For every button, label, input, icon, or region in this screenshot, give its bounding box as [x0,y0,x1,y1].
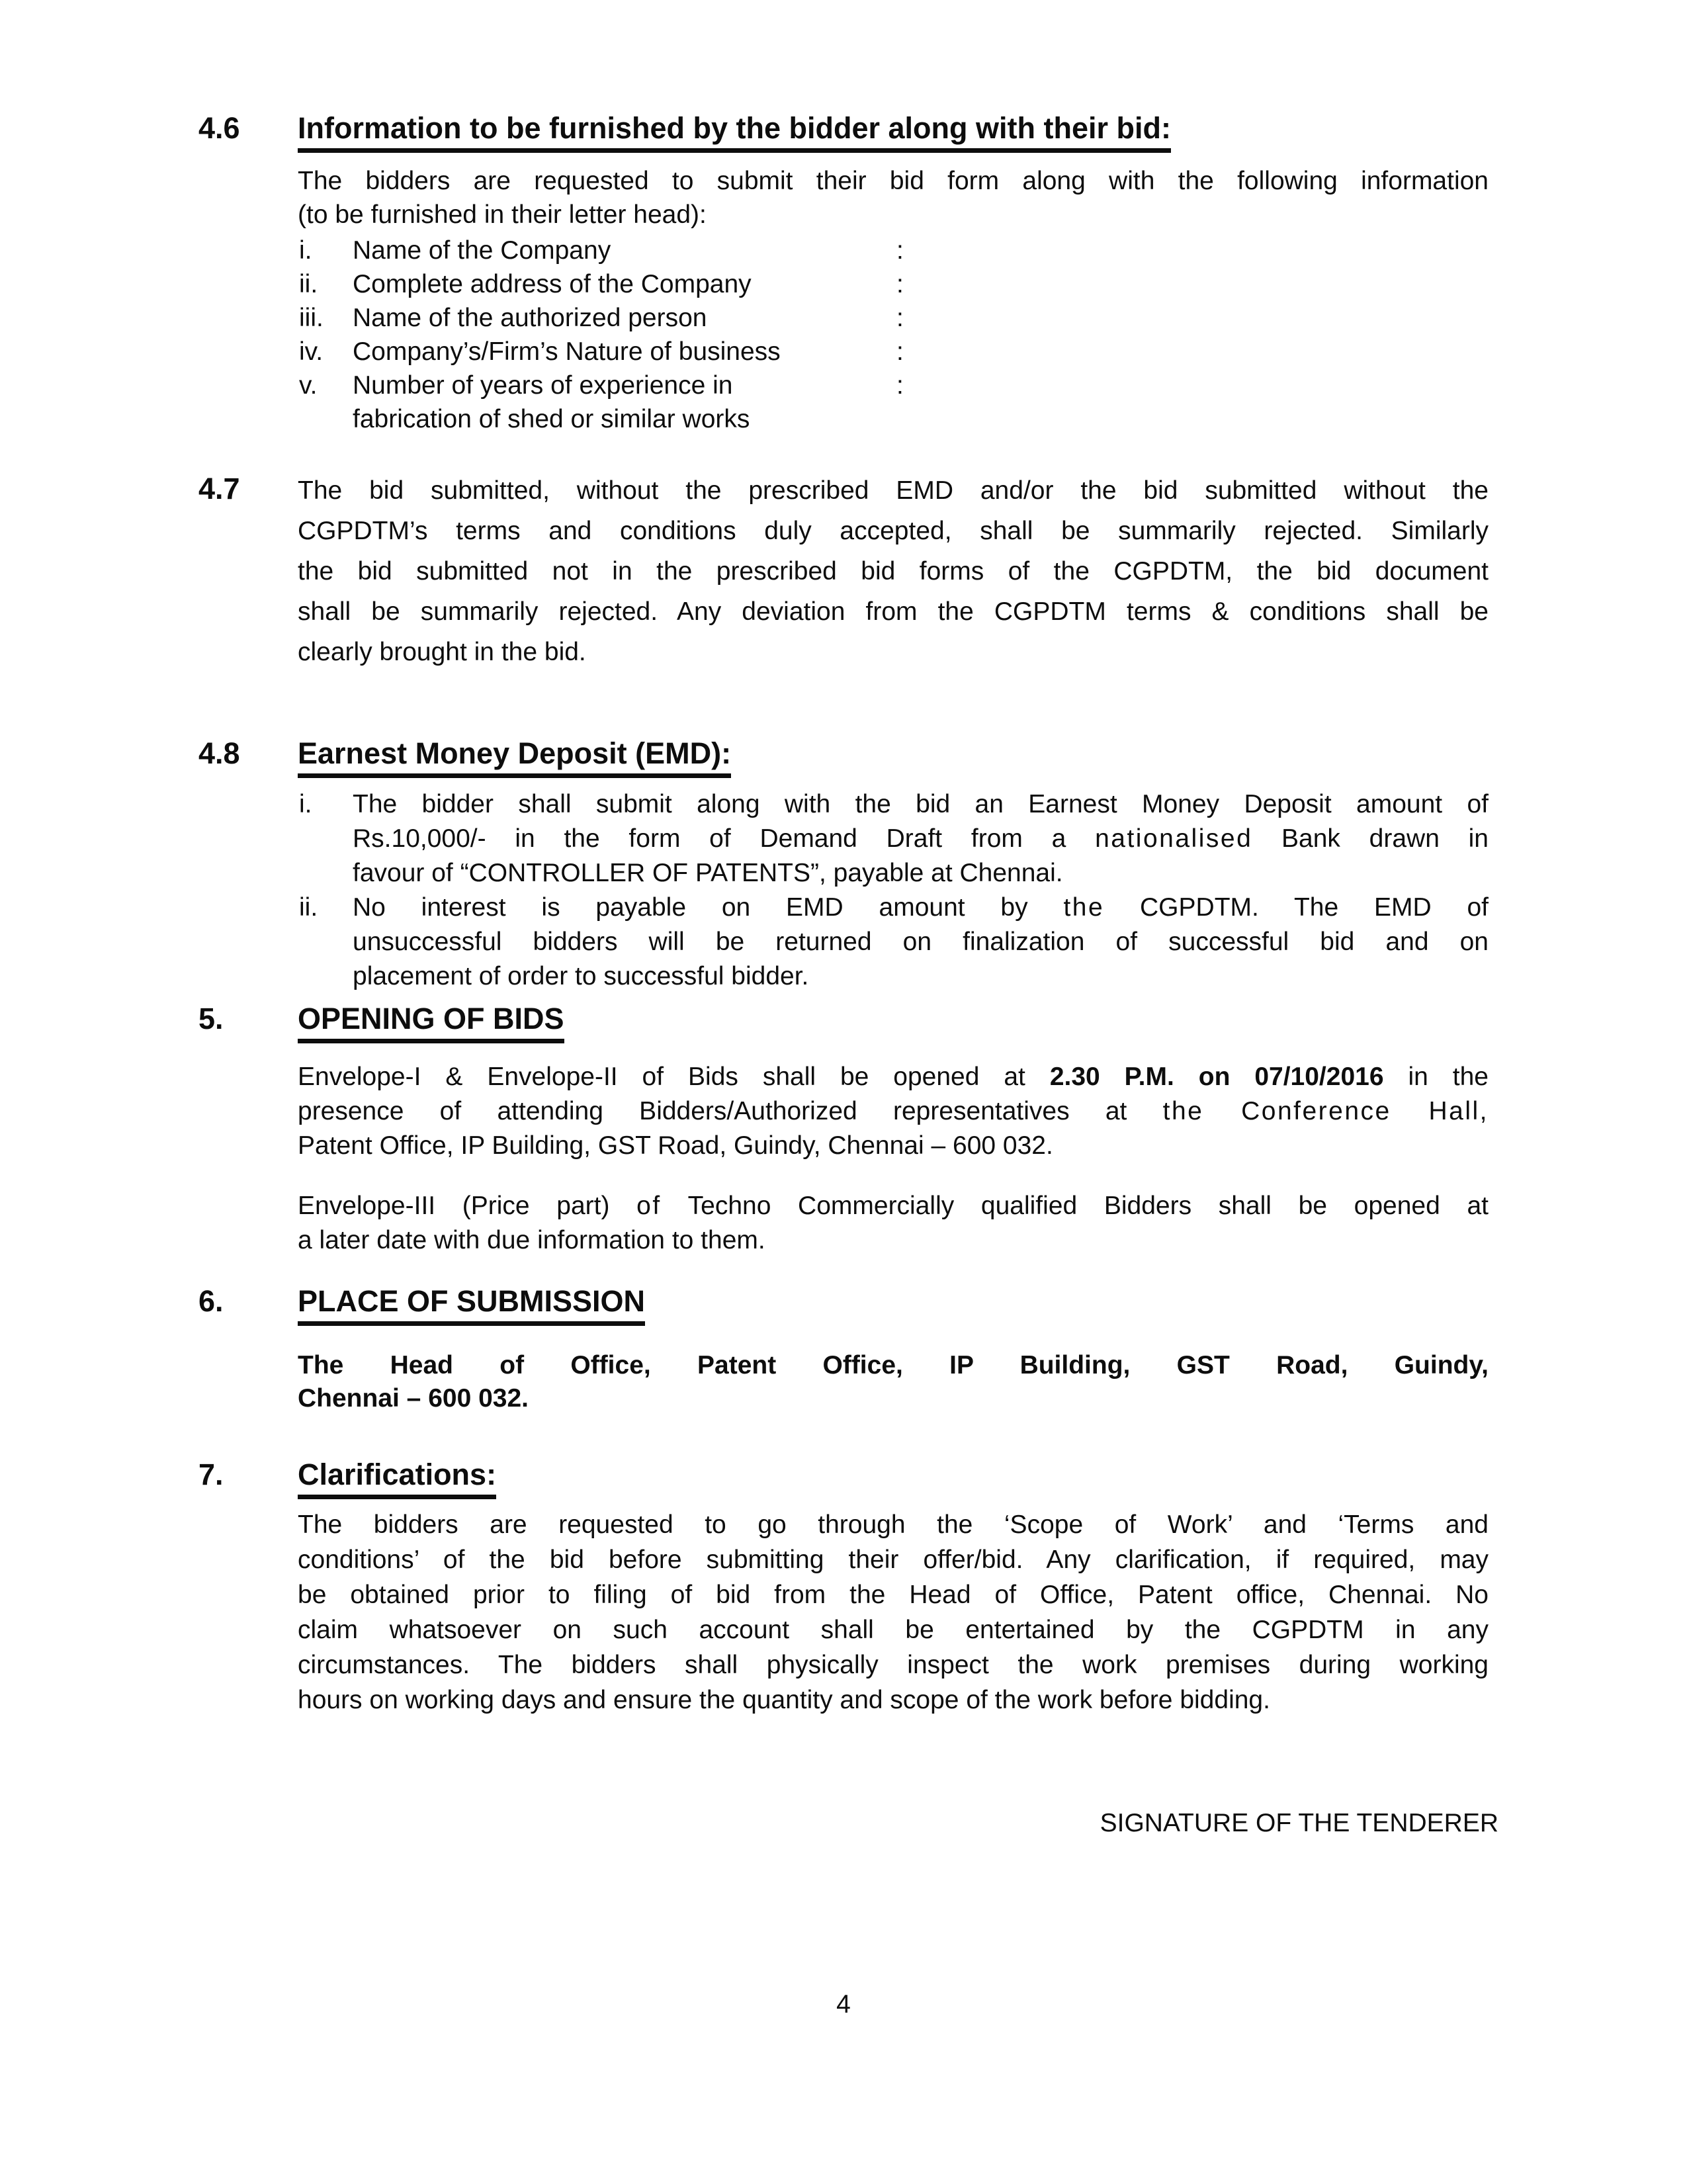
list-marker: ii. [299,893,318,922]
run-tracked: the Conference Hall, [1162,1097,1489,1125]
section-4-8-heading-text: Earnest Money Deposit (EMD): [298,735,731,778]
list-item-text: Name of the Company [353,236,611,265]
section-6-heading-text: PLACE OF SUBMISSION [298,1283,645,1326]
paragraph-line: a later date with due information to them. [298,1226,765,1254]
paragraph-line: placement of order to successful bidder. [353,962,809,990]
paragraph-line: The Head of Office, Patent Office, IP Building, GST Road, Guindy, [298,1351,1489,1379]
paragraph-line: clearly brought in the bid. [298,638,586,666]
section-4-6-heading [298,110,1489,153]
list-marker: ii. [299,270,318,298]
section-4-8-emd-list [298,787,1489,994]
paragraph-line [298,1060,1489,1094]
list-item-continuation: fabrication of shed or similar works [353,405,750,433]
paragraph-line: unsuccessful bidders will be returned on finalization of successful bid and on [353,928,1489,956]
run: CGPDTM. The EMD of [1104,893,1489,922]
paragraph-line: conditions’ of the bid before submitting their offer/bid. Any clarification, if required, may [298,1546,1489,1574]
run-tracked: of [636,1192,662,1220]
section-7-heading [298,1456,1489,1499]
paragraph-line: circumstances. The bidders shall physically inspect the work premises during working [298,1651,1489,1679]
signature-line: SIGNATURE OF THE TENDERER [1100,1809,1498,1837]
list-item [298,335,1489,369]
paragraph-line: shall be summarily rejected. Any deviation from the CGPDTM terms & conditions shall be [298,597,1489,626]
section-4-6-number: 4.6 [198,111,240,145]
run: Bank drawn in [1252,824,1489,853]
section-5-heading [298,1000,1489,1043]
section-7-number: 7. [198,1458,224,1491]
section-4-8-heading [298,735,1489,778]
emd-item-1 [298,787,1489,891]
paragraph-line: (to be furnished in their letter head): [298,200,707,229]
section-4-7-number: 4.7 [198,472,240,505]
section-4-6-intro-paragraph [298,164,1489,232]
list-item [298,369,1489,436]
run: in the [1383,1063,1489,1091]
section-4-6-info-list [298,234,1489,436]
section-7-paragraph [298,1507,1489,1718]
run-tracked: the [1063,893,1105,922]
section-6-paragraph [298,1349,1489,1415]
section-5-heading-text: OPENING OF BIDS [298,1000,564,1043]
paragraph-line: The bidder shall submit along with the bid an Earnest Money Deposit amount of [353,790,1489,818]
list-marker: i. [299,236,312,265]
run-tracked: nationalised [1095,824,1253,853]
list-item-text: Name of the authorized person [353,304,707,332]
list-marker: i. [299,790,312,818]
paragraph-line: claim whatsoever on such account shall be entertained by the CGPDTM in any [298,1616,1489,1644]
paragraph-line: be obtained prior to filing of bid from the Head of Office, Patent office, Chennai. No [298,1581,1489,1609]
colon-separator: : [896,304,904,332]
paragraph-line: The bidders are requested to go through the ‘Scope of Work’ and ‘Terms and [298,1510,1489,1539]
paragraph-line: favour of “CONTROLLER OF PATENTS”, payable at Chennai. [353,859,1063,887]
colon-separator: : [896,371,904,400]
list-item-text: Company’s/Firm’s Nature of business [353,337,781,366]
paragraph-line [298,1189,1489,1223]
section-4-6-heading-text: Information to be furnished by the bidder along with their bid: [298,110,1171,153]
paragraph-line [353,822,1489,856]
paragraph-line: The bidders are requested to submit their bid form along with the following information [298,167,1489,195]
section-6-number: 6. [198,1284,224,1318]
run: Envelope-I & Envelope-II of Bids shall be opened at [298,1063,1050,1091]
list-marker: v. [299,371,318,400]
list-marker: iii. [299,304,324,332]
page-number: 4 [836,1990,851,2019]
section-4-7-paragraph [298,470,1489,672]
colon-separator: : [896,270,904,298]
section-7-heading-text: Clarifications: [298,1456,496,1499]
section-6-heading [298,1283,1489,1326]
run: Techno Commercially qualified Bidders shall be opened at [661,1192,1489,1220]
paragraph-line: Chennai – 600 032. [298,1384,529,1413]
colon-separator: : [896,236,904,265]
run: Envelope-III (Price part) [298,1192,637,1220]
list-item [298,267,1489,301]
paragraph-line: the bid submitted not in the prescribed bid forms of the CGPDTM, the bid document [298,557,1489,586]
run: No interest is payable on EMD amount by [353,893,1064,922]
paragraph-line [353,891,1489,925]
run-bold-datetime: 2.30 P.M. on 07/10/2016 [1049,1063,1384,1091]
paragraph-line [298,1094,1489,1129]
paragraph-line: The bid submitted, without the prescribed EMD and/or the bid submitted without the [298,476,1489,505]
section-5-paragraph-1 [298,1060,1489,1163]
list-item [298,301,1489,335]
paragraph-line: CGPDTM’s terms and conditions duly accepted, shall be summarily rejected. Similarly [298,517,1489,545]
section-4-8-number: 4.8 [198,736,240,770]
paragraph-line: Patent Office, IP Building, GST Road, Guindy, Chennai – 600 032. [298,1131,1053,1160]
run: Rs.10,000/- in the form of Demand Draft from a [353,824,1096,853]
list-item [298,234,1489,267]
run: presence of attending Bidders/Authorized representatives at [298,1097,1163,1125]
paragraph-line: hours on working days and ensure the quantity and scope of the work before bidding. [298,1686,1270,1714]
colon-separator: : [896,337,904,366]
list-item-text: Number of years of experience in [353,371,733,400]
list-item-text: Complete address of the Company [353,270,752,298]
section-5-paragraph-2 [298,1189,1489,1258]
list-marker: iv. [299,337,324,366]
emd-item-2 [298,891,1489,994]
section-5-number: 5. [198,1002,224,1035]
